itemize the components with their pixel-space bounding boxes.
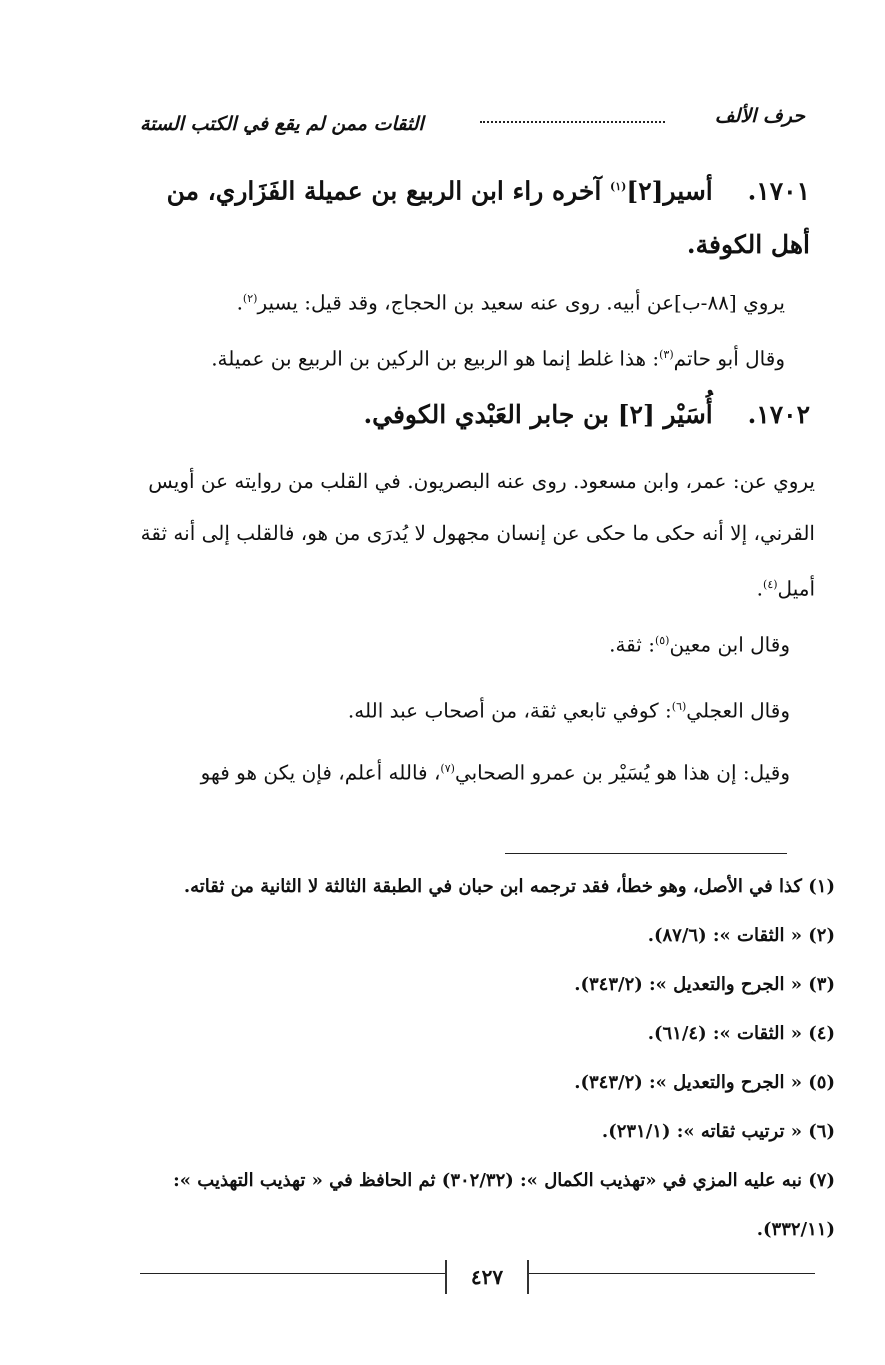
footnote-3: (٣) « الجرح والتعديل »: (٣٤٣/٢).	[574, 974, 835, 995]
bottom-rule-left	[140, 1273, 445, 1274]
entry-heading-1701	[130, 160, 810, 272]
paragraph-tail: : ثقة.	[609, 632, 655, 657]
entry-paragraph	[300, 614, 790, 672]
footnote-7: (٧) نبه عليه المزي في «تهذيب الكمال »: (٣٠٢/٣٢) ثم الحافظ في « تهذيب التهذيب »: (٣٣٢/١١).	[173, 1170, 835, 1240]
paragraph-text: وقيل: إن هذا هو يُسَيْر بن عمرو الصحابي	[454, 760, 790, 785]
entry-number: ١٧٠٢.	[747, 400, 810, 429]
paragraph-text: وقال العجلي	[686, 698, 790, 723]
entry-paragraph	[130, 455, 815, 615]
paragraph-text: يروي [٨٨-ب]عن أبيه. روى عنه سعيد بن الحجاج، وقد قيل: يسير	[257, 290, 785, 315]
footnote-ref: (٦)	[671, 700, 687, 713]
header-chapter: حرف الألف	[714, 105, 805, 127]
footnote-ref: (٥)	[654, 634, 670, 647]
footnote-separator	[505, 853, 787, 854]
entry-name-rest: آخره راء ابن الربيع بن عميلة الفَزَاري، من أهل الكوفة.	[166, 176, 810, 260]
header-leader-dots	[480, 121, 665, 123]
paragraph-tail: .	[236, 290, 243, 315]
entry-number: ١٧٠١.	[747, 176, 810, 206]
footnote-ref: (٢)	[242, 292, 258, 305]
entry-paragraph	[210, 680, 790, 738]
footnote-1: (١) كذا في الأصل، وهو خطأ، فقد ترجمه ابن حبان في الطبقة الثالثة لا الثانية من ثقاته.	[183, 876, 835, 897]
entry-paragraph	[160, 328, 785, 386]
footnote-4: (٤) « الثقات »: (٦١/٤).	[647, 1023, 835, 1044]
paragraph-text: وقال أبو حاتم	[673, 346, 785, 371]
footnote-ref: (٧)	[440, 762, 455, 775]
entry-paragraph	[140, 742, 790, 800]
footnote-5: (٥) « الجرح والتعديل »: (٣٤٣/٢).	[574, 1072, 835, 1093]
paragraph-text: يروي عن: عمر، وابن مسعود. روى عنه البصريون. في القلب من روايته عن أويس القرني، إلا أنه حكى ما حكى عن إنسان مجهول لا يُدرَى من هو، فالقلب إلى أنه ثقة أميل	[140, 469, 815, 601]
footnote-ref: (١)	[610, 180, 627, 193]
entry-heading-1702	[300, 388, 810, 442]
paragraph-tail: ، فالله أعلم، فإن يكن هو فهو	[200, 760, 441, 785]
bottom-rule-right	[525, 1273, 815, 1274]
page-number: ٤٢٧	[445, 1260, 529, 1294]
footnote-6: (٦) « ترتيب ثقاته »: (٢٣١/١).	[601, 1121, 835, 1142]
entry-name: أسير[٢]	[626, 176, 713, 206]
header-book-title: الثقات ممن لم يقع في الكتب الستة	[140, 113, 424, 135]
running-header	[140, 105, 805, 139]
entry-name: أُسَيْر [٢] بن جابر العَبْدي الكوفي.	[363, 400, 713, 429]
footnote-2: (٢) « الثقات »: (٨٧/٦).	[647, 925, 835, 946]
paragraph-tail: .	[756, 576, 764, 601]
paragraph-tail: : هذا غلط إنما هو الربيع بن الركين بن الربيع بن عميلة.	[211, 346, 660, 371]
footnote-ref: (٤)	[763, 578, 778, 591]
footnote-ref: (٣)	[659, 348, 674, 361]
paragraph-text: وقال ابن معين	[669, 632, 790, 657]
footnotes	[125, 862, 835, 1254]
entry-paragraph	[160, 272, 785, 330]
paragraph-tail: : كوفي تابعي ثقة، من أصحاب عبد الله.	[347, 698, 672, 723]
